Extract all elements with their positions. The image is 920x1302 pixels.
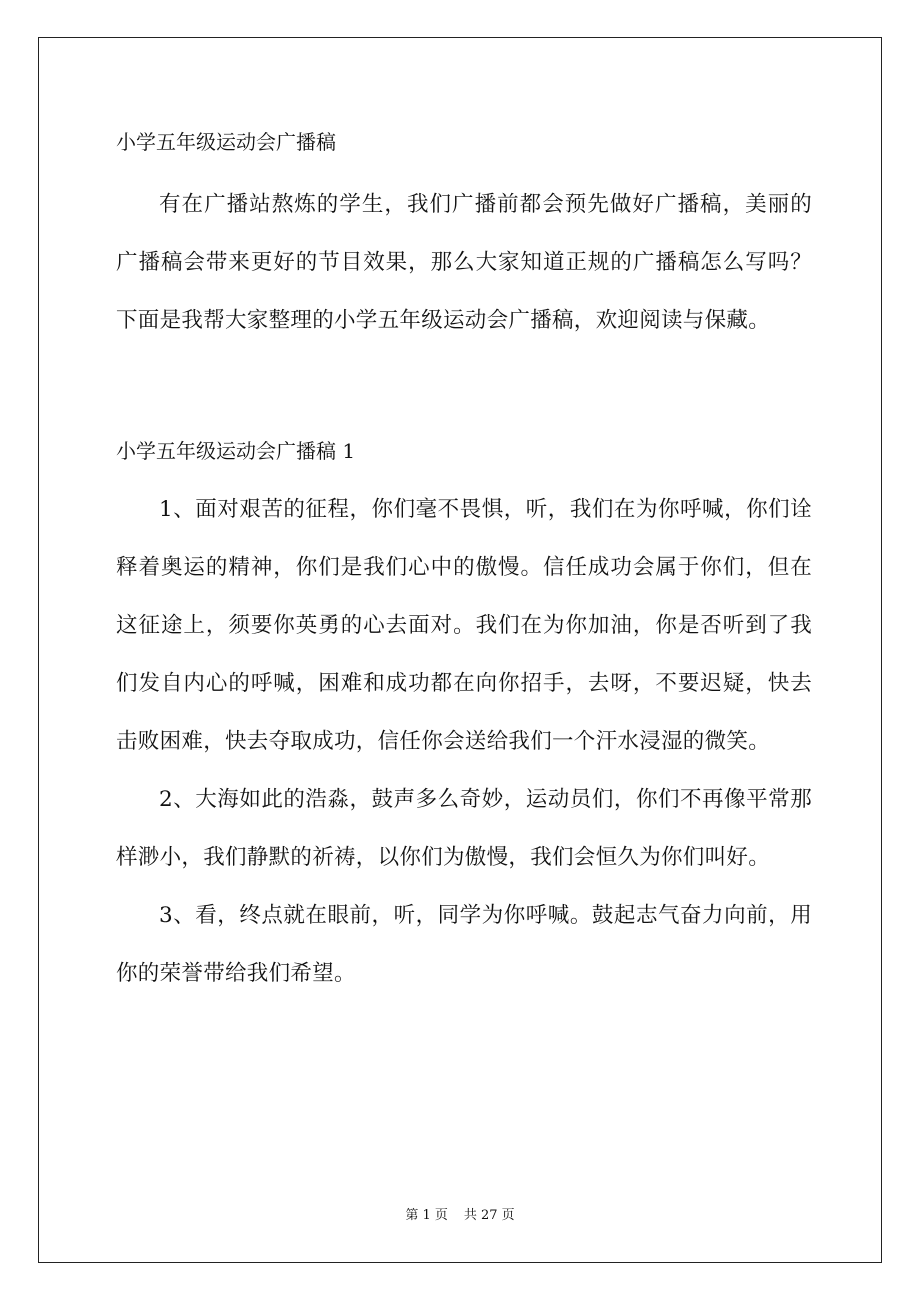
document-title: 小学五年级运动会广播稿: [116, 130, 336, 154]
page-footer: [0, 1206, 920, 1226]
page-number: 第 1 页: [405, 1208, 448, 1223]
total-pages: 共 27 页: [463, 1208, 515, 1223]
document-body: [116, 122, 812, 1003]
section-title: 小学五年级运动会广播稿 1: [116, 439, 356, 463]
paragraph-1: 1、面对艰苦的征程，你们毫不畏惧，听，我们在为你呼喊，你们诠释着奥运的精神，你们是我们心中的傲慢。信任成功会属于你们，但在这征途上，须要你英勇的心去面对。我们在为你加油，你是否听到了我们发自内心的呼喊，困难和成功都在向你招手，去呀，不要迟疑，快去击败困难，快去夺取成功，信任你会送给我们一个汗水浸湿的微笑。: [116, 497, 812, 754]
intro-paragraph: 有在广播站熬炼的学生，我们广播前都会预先做好广播稿，美丽的广播稿会带来更好的节目效果，那么大家知道正规的广播稿怎么写吗？下面是我帮大家整理的小学五年级运动会广播稿，欢迎阅读与保藏。: [116, 192, 812, 333]
paragraph-3: 3、看，终点就在眼前，听，同学为你呼喊。鼓起志气奋力向前，用你的荣誉带给我们希望。: [116, 903, 812, 986]
paragraph-2: 2、大海如此的浩淼，鼓声多么奇妙，运动员们，你们不再像平常那样渺小，我们静默的祈祷，以你们为傲慢，我们会恒久为你们叫好。: [116, 787, 812, 870]
